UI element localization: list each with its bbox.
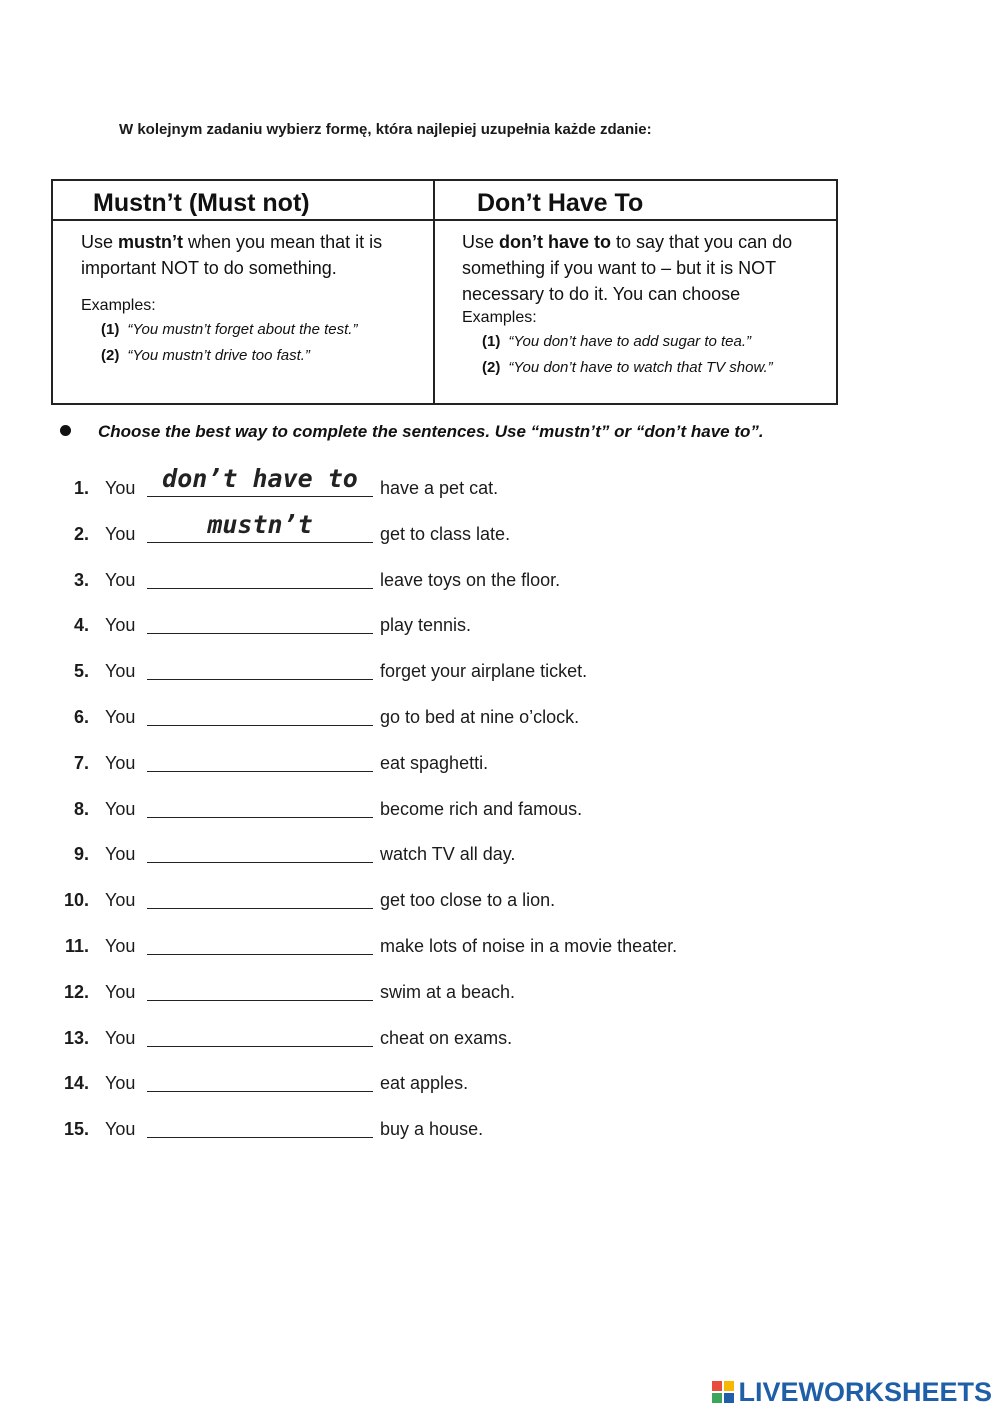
sentence-number: 5. <box>73 661 89 681</box>
answer-blank[interactable] <box>147 862 373 863</box>
example-item <box>462 355 830 381</box>
sentence-ending: get to class late. <box>380 524 511 544</box>
dont-have-to-column <box>435 181 836 403</box>
sentence-number: 12. <box>63 982 89 1002</box>
sentence-row <box>0 832 1000 872</box>
dont-have-to-description <box>435 221 836 381</box>
answer-blank[interactable] <box>147 817 373 818</box>
answer-blank[interactable] <box>147 954 373 955</box>
sentence-subject: You <box>105 570 136 590</box>
sentence-row <box>0 512 1000 552</box>
answer-blank[interactable] <box>147 771 373 772</box>
desc-text: to say that you can do something if you want to – but it is NOT necessary to do it. You can choose <box>462 232 793 304</box>
answer-text[interactable]: don’t have to <box>162 464 358 493</box>
sentence-row <box>0 924 1000 964</box>
mustnt-description <box>53 221 433 369</box>
sentence-row <box>0 1061 1000 1101</box>
sentence-subject: You <box>105 753 136 773</box>
desc-bold: don’t have to <box>499 232 612 252</box>
desc-text: Use <box>462 232 500 252</box>
sentence-subject: You <box>105 844 136 864</box>
desc-text: when you mean that it is important NOT to do something. <box>81 232 383 278</box>
sentence-subject: You <box>105 707 136 727</box>
sentence-subject: You <box>105 615 136 635</box>
answer-blank[interactable] <box>147 1091 373 1092</box>
sentence-ending: make lots of noise in a movie theater. <box>380 936 678 956</box>
sentence-number: 6. <box>73 707 89 727</box>
mustnt-heading: Mustn’t (Must not) <box>53 181 433 221</box>
sentence-row <box>0 466 1000 506</box>
example-item <box>81 317 423 343</box>
sentence-subject: You <box>105 1119 136 1139</box>
answer-blank[interactable] <box>147 633 373 634</box>
answer-blank[interactable] <box>147 908 373 909</box>
liveworksheets-logo <box>712 1375 992 1409</box>
logo-text: LIVEWORKSHEETS <box>738 1376 992 1407</box>
sentence-subject: You <box>105 478 136 498</box>
sentence-ending: eat spaghetti. <box>380 753 489 773</box>
logo-square <box>724 1393 734 1403</box>
instruction-text: W kolejnym zadaniu wybierz formę, która najlepiej uzupełnia każde zdanie: <box>119 121 652 138</box>
answer-blank[interactable] <box>147 496 373 497</box>
sentence-subject: You <box>105 890 136 910</box>
sentence-subject: You <box>105 661 136 681</box>
answer-blank[interactable] <box>147 1137 373 1138</box>
sentence-number: 3. <box>73 570 89 590</box>
mustnt-column <box>53 181 435 403</box>
sentence-ending: forget your airplane ticket. <box>380 661 588 681</box>
sentence-number: 15. <box>63 1119 89 1139</box>
sentence-row <box>0 558 1000 598</box>
sentence-row <box>0 695 1000 735</box>
sentence-subject: You <box>105 936 136 956</box>
rule-table <box>51 179 838 405</box>
example-item <box>81 343 423 369</box>
sentence-number: 9. <box>73 844 89 864</box>
sentence-ending: become rich and famous. <box>380 799 583 819</box>
examples-label: Examples: <box>462 309 537 326</box>
example-number: (2) <box>482 359 501 376</box>
sentence-number: 1. <box>73 478 89 498</box>
answer-text[interactable]: mustn’t <box>207 510 313 539</box>
sentence-number: 2. <box>73 524 89 544</box>
answer-blank[interactable] <box>147 679 373 680</box>
sentence-subject: You <box>105 1028 136 1048</box>
logo-square <box>712 1393 722 1403</box>
sentence-number: 8. <box>73 799 89 819</box>
sentence-number: 13. <box>63 1028 89 1048</box>
answer-blank[interactable] <box>147 725 373 726</box>
example-number: (1) <box>482 333 501 350</box>
sentence-number: 4. <box>73 615 89 635</box>
answer-blank[interactable] <box>147 588 373 589</box>
logo-mark-icon <box>712 1381 734 1403</box>
sentence-subject: You <box>105 982 136 1002</box>
sentence-subject: You <box>105 524 136 544</box>
sentence-ending: cheat on exams. <box>380 1028 513 1048</box>
sentence-number: 14. <box>63 1073 89 1093</box>
sentence-ending: watch TV all day. <box>380 844 516 864</box>
example-text: “You mustn’t drive too fast.” <box>127 347 310 364</box>
sentence-ending: get too close to a lion. <box>380 890 556 910</box>
sentence-row <box>0 741 1000 781</box>
sentence-number: 7. <box>73 753 89 773</box>
example-text: “You don’t have to add sugar to tea.” <box>508 333 752 350</box>
answer-blank[interactable] <box>147 542 373 543</box>
sentence-ending: swim at a beach. <box>380 982 516 1002</box>
task-instruction <box>60 422 764 442</box>
sentence-number: 11. <box>64 936 89 956</box>
sentence-ending: have a pet cat. <box>380 478 499 498</box>
example-item <box>462 329 830 355</box>
sentence-subject: You <box>105 799 136 819</box>
dont-have-to-heading: Don’t Have To <box>435 181 836 221</box>
sentence-number: 10. <box>63 890 89 910</box>
sentence-row <box>0 1107 1000 1147</box>
sentence-row <box>0 878 1000 918</box>
desc-text: Use <box>81 232 119 252</box>
sentence-ending: buy a house. <box>380 1119 484 1139</box>
sentence-row <box>0 649 1000 689</box>
sentence-row <box>0 1016 1000 1056</box>
sentence-subject: You <box>105 1073 136 1093</box>
example-text: “You mustn’t forget about the test.” <box>127 321 358 338</box>
sentence-row <box>0 787 1000 827</box>
sentence-row <box>0 970 1000 1010</box>
sentence-ending: play tennis. <box>380 615 472 635</box>
answer-blank[interactable] <box>147 1000 373 1001</box>
sentence-ending: eat apples. <box>380 1073 469 1093</box>
example-text: “You don’t have to watch that TV show.” <box>508 359 773 376</box>
example-number: (1) <box>101 321 120 338</box>
sentence-row <box>0 603 1000 643</box>
desc-bold: mustn’t <box>118 232 184 252</box>
logo-square <box>712 1381 722 1391</box>
bullet-icon <box>60 425 71 436</box>
example-number: (2) <box>101 347 120 364</box>
sentence-ending: go to bed at nine o’clock. <box>380 707 580 727</box>
task-text: Choose the best way to complete the sentences. Use “mustn’t” or “don’t have to”. <box>98 422 764 441</box>
logo-square <box>724 1381 734 1391</box>
answer-blank[interactable] <box>147 1046 373 1047</box>
sentence-ending: leave toys on the floor. <box>380 570 561 590</box>
examples-label: Examples: <box>81 297 156 314</box>
